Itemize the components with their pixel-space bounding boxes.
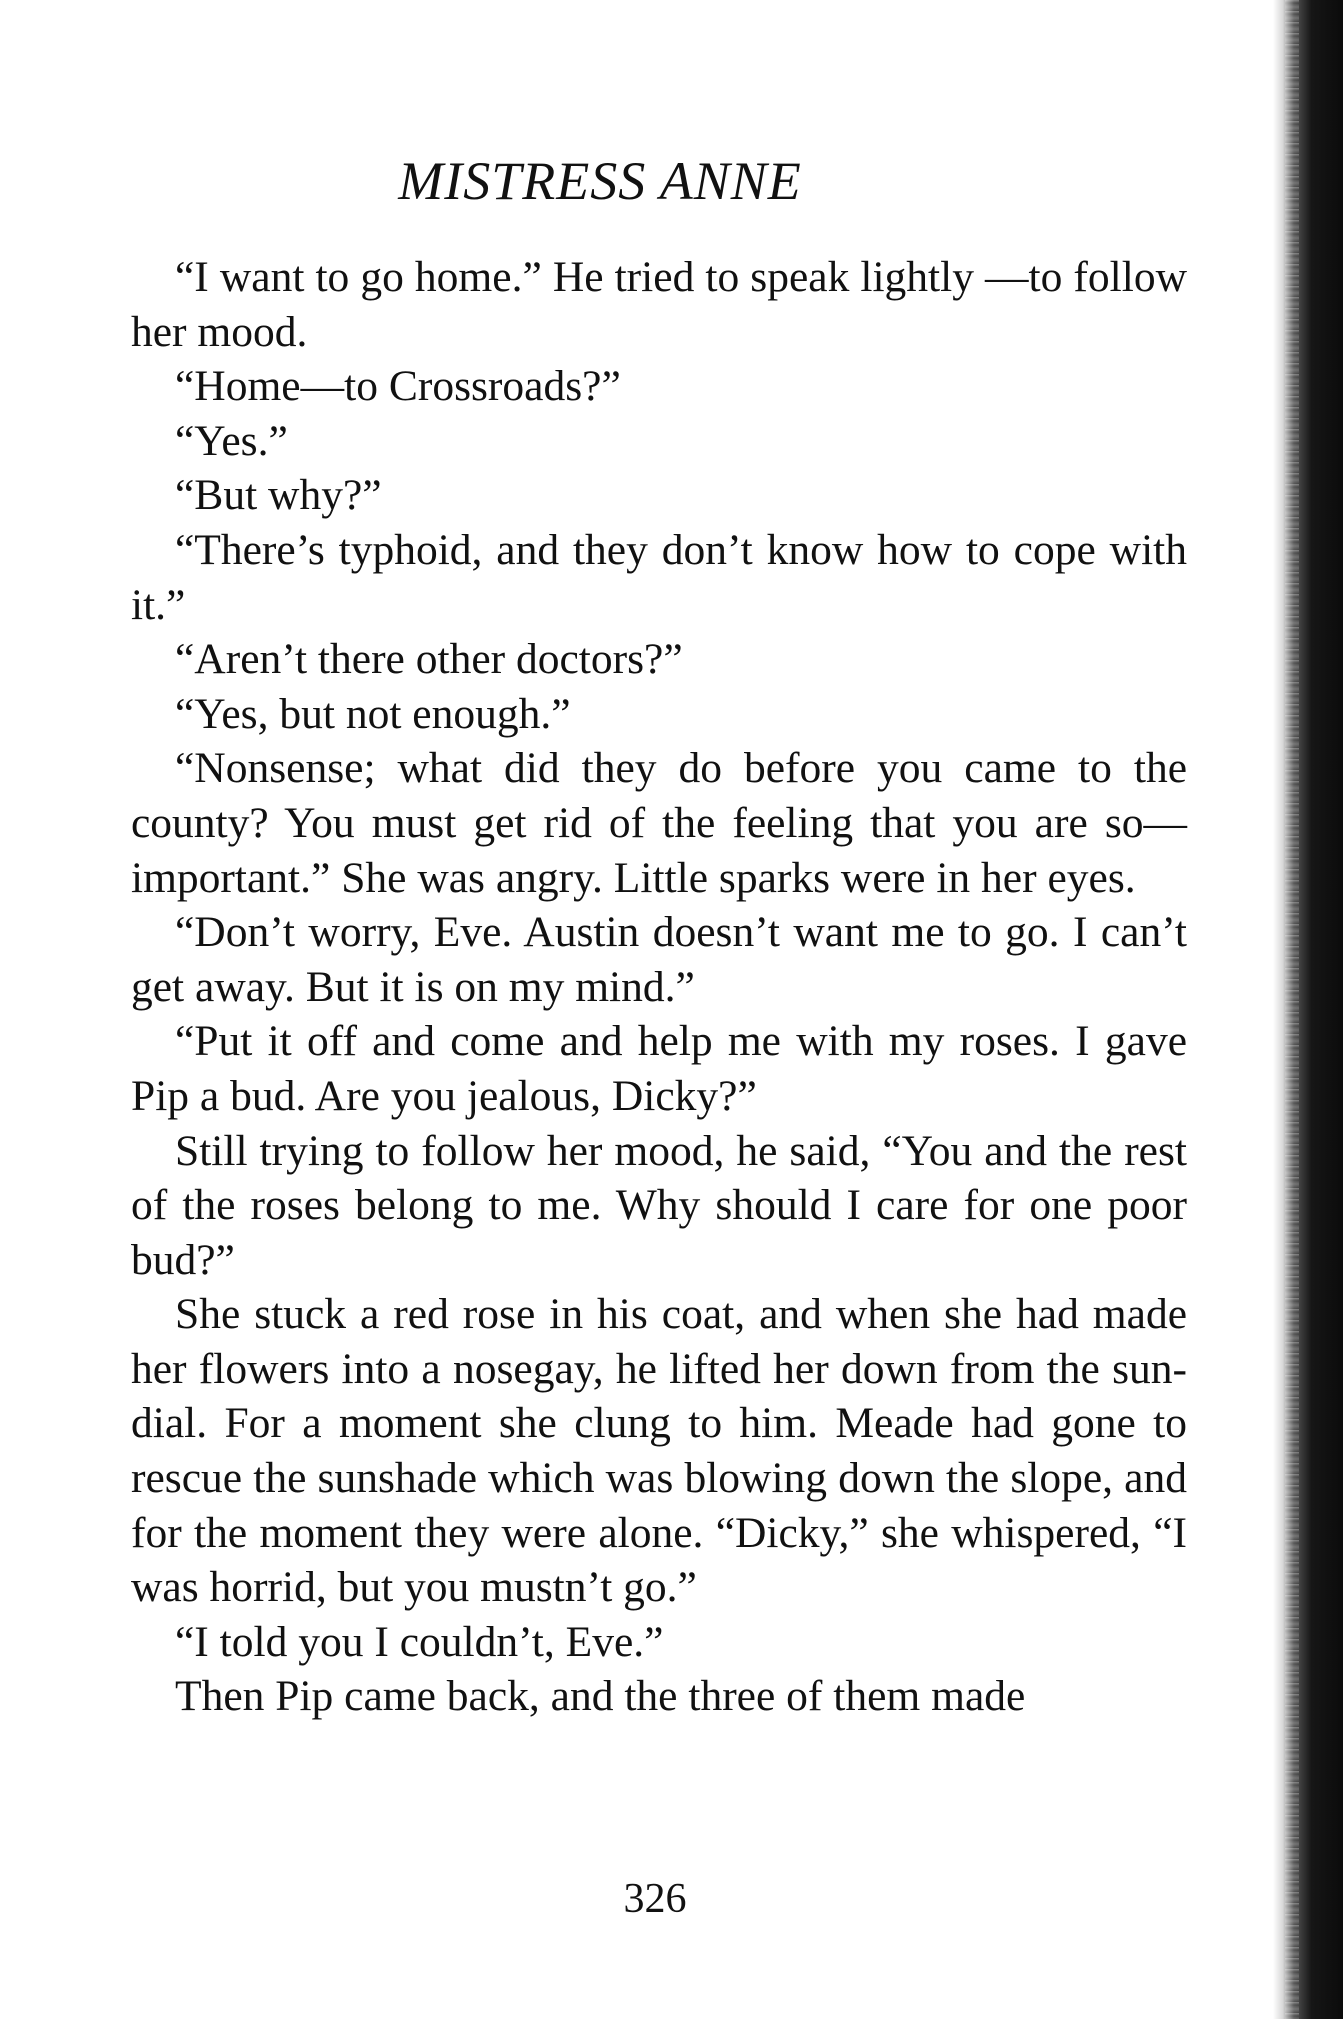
paragraph: “I told you I couldn’t, Eve.” (175, 1617, 664, 1666)
paragraph: “Put it off and come and help me with my roses. I gave Pip a bud. Are you jealous, Dicky?” (131, 1017, 1187, 1120)
page-number: 326 (623, 1876, 687, 1922)
paragraph: “Home—to Crossroads?” (175, 362, 621, 411)
paragraph: She stuck a red rose in his coat, and when she had made her flowers into a nosegay, he lifted her down from the sun-dial. For a moment she clung to him. Meade had gone to rescue the sunshade which was blowing down the slope, and for the moment they were alone. “Dicky,” she whispered, “I was horrid, but you mustn’t go.” (131, 1290, 1187, 1612)
paragraph: “Don’t worry, Eve. Austin doesn’t want me to go. I can’t get away. But it is on my mind.” (131, 908, 1187, 1011)
paragraph: “There’s typhoid, and they don’t know how to cope with it.” (131, 525, 1187, 629)
paragraph: “Nonsense; what did they do before you came to the county? You must get rid of the feeling that you are so—important.” She was angry. Little sparks were in her eyes. (131, 744, 1187, 902)
paragraph: Then Pip came back, and the three of them made (175, 1672, 1026, 1721)
paragraph: “Yes, but not enough.” (175, 689, 571, 738)
paragraph: “I want to go home.” He tried to speak lightly —to follow her mood. (131, 253, 1187, 356)
binding-texture (1285, 0, 1299, 2019)
running-header: MISTRESS ANNE (398, 151, 802, 211)
paragraph: “But why?” (175, 471, 382, 520)
binding-shadow (1273, 0, 1343, 2019)
paragraph: “Yes.” (175, 416, 288, 465)
paragraph: “Aren’t there other doctors?” (175, 635, 683, 684)
paragraph: Still trying to follow her mood, he said, “You and the rest of the roses belong to me. Why should I care for one poor bud?” (131, 1126, 1187, 1284)
body-text (131, 250, 1187, 1724)
